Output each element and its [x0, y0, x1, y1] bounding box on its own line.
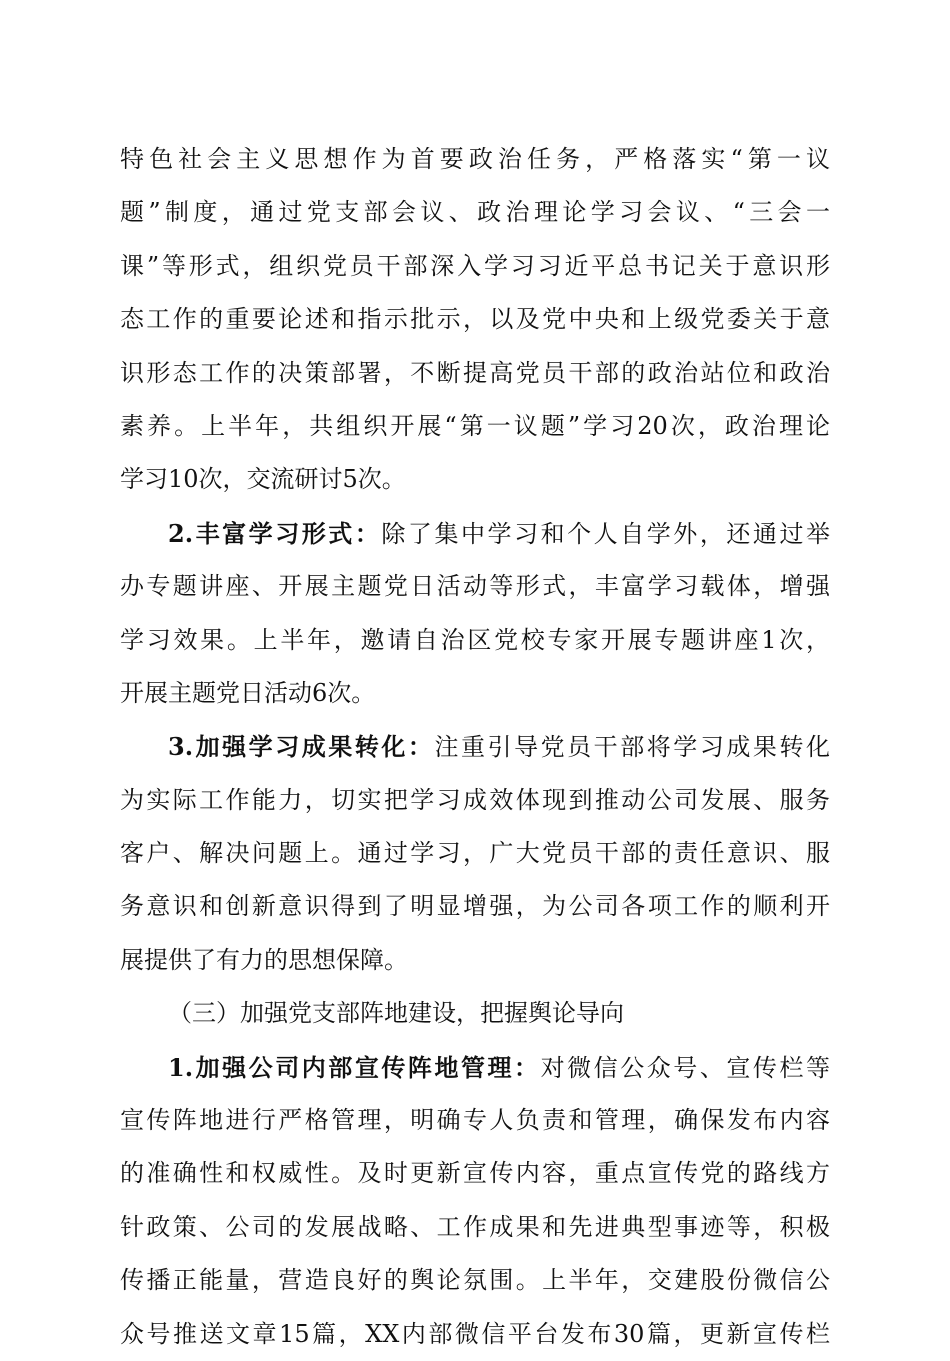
paragraph-line: 客户、解决问题上。通过学习，广大党员干部的责任意识、服	[120, 839, 830, 868]
paragraph-line: 众号推送文章15篇，XX内部微信平台发布30篇，更新宣传栏	[120, 1319, 830, 1348]
paragraph-line: 办专题讲座、开展主题党日活动等形式，丰富学习载体，增强	[120, 572, 830, 601]
paragraph-line: 针政策、公司的发展战略、工作成果和先进典型事迹等，积极	[120, 1212, 830, 1241]
paragraph-line: 传播正能量，营造良好的舆论氛围。上半年，交建股份微信公	[120, 1266, 830, 1295]
item-3-first-line	[120, 720, 830, 773]
item-3-lead: 3.加强学习成果转化：	[168, 732, 435, 762]
paragraph-line: 素养。上半年，共组织开展“第一议题”学习20次，政治理论	[120, 411, 830, 440]
item-2-first-line	[120, 507, 830, 560]
paragraph-line: 态工作的重要论述和指示批示，以及党中央和上级党委关于意	[120, 305, 830, 334]
item-1-lead: 1.加强公司内部宣传阵地管理：	[168, 1052, 541, 1082]
section-heading: （三）加强党支部阵地建设，把握舆论导向	[168, 999, 624, 1028]
document-body	[120, 133, 830, 1361]
item-1-first-line-text: 对微信公众号、宣传栏等	[540, 1053, 830, 1082]
paragraph-line: 开展主题党日活动6次。	[120, 678, 376, 707]
paragraph-line: 展提供了有力的思想保障。	[120, 945, 408, 974]
paragraph-line: 识形态工作的决策部署，不断提高党员干部的政治站位和政治	[120, 358, 830, 387]
paragraph-line: 学习10次，交流研讨5次。	[120, 465, 406, 494]
item-1-first-line	[120, 1041, 830, 1094]
paragraph-line: 题”制度，通过党支部会议、政治理论学习会议、“三会一	[120, 198, 830, 227]
item-2-lead: 2.丰富学习形式：	[168, 518, 382, 548]
paragraph-line: 的准确性和权威性。及时更新宣传内容，重点宣传党的路线方	[120, 1159, 830, 1188]
item-3-first-line-text: 注重引导党员干部将学习成果转化	[434, 733, 830, 762]
paragraph-line: 务意识和创新意识得到了明显增强，为公司各项工作的顺利开	[120, 892, 830, 921]
item-2-first-line-text: 除了集中学习和个人自学外，还通过举	[381, 519, 830, 548]
paragraph-line: 为实际工作能力，切实把学习成效体现到推动公司发展、服务	[120, 785, 830, 814]
paragraph-line: 课”等形式，组织党员干部深入学习习近平总书记关于意识形	[120, 251, 830, 280]
paragraph-line: 学习效果。上半年，邀请自治区党校专家开展专题讲座1次，	[120, 625, 830, 654]
paragraph-line: 特色社会主义思想作为首要政治任务，严格落实“第一议	[120, 145, 830, 173]
paragraph-line: 宣传阵地进行严格管理，明确专人负责和管理，确保发布内容	[120, 1106, 830, 1135]
